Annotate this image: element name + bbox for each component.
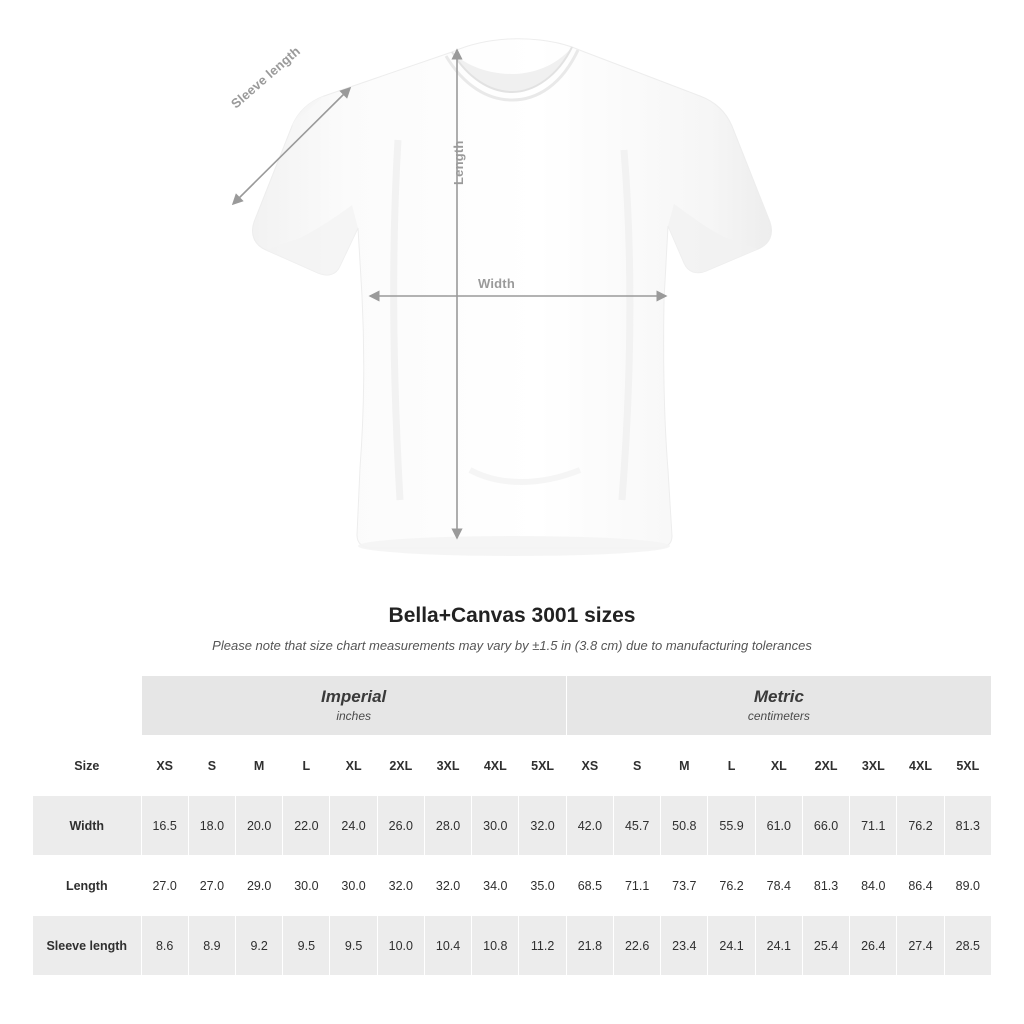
measurement-cell: 20.0 xyxy=(236,796,283,856)
size-header-cell: L xyxy=(708,736,755,796)
unit-group-name: Imperial xyxy=(321,687,387,707)
measurement-cell: 73.7 xyxy=(661,856,708,916)
size-header-cell: 2XL xyxy=(377,736,424,796)
measurement-cell: 22.0 xyxy=(283,796,330,856)
size-chart-table xyxy=(32,675,992,976)
measurement-cell: 9.2 xyxy=(236,916,283,976)
measurement-cell: 8.6 xyxy=(141,916,188,976)
measurement-cell: 50.8 xyxy=(661,796,708,856)
unit-group-header-imperial xyxy=(141,676,566,736)
measurement-cell: 29.0 xyxy=(236,856,283,916)
size-header-cell: L xyxy=(283,736,330,796)
size-header-cell: 4XL xyxy=(472,736,519,796)
measurement-cell: 10.8 xyxy=(472,916,519,976)
measurement-cell: 45.7 xyxy=(614,796,661,856)
width-annotation: Width xyxy=(478,276,515,291)
row-label: Length xyxy=(33,856,142,916)
measurement-cell: 26.0 xyxy=(377,796,424,856)
measurement-cell: 89.0 xyxy=(944,856,991,916)
measurement-cell: 68.5 xyxy=(566,856,613,916)
measurement-cell: 86.4 xyxy=(897,856,944,916)
sleeve-length-annotation: Sleeve length xyxy=(228,43,304,112)
unit-group-name: Metric xyxy=(753,687,804,707)
size-header-cell: 2XL xyxy=(802,736,849,796)
measurement-cell: 21.8 xyxy=(566,916,613,976)
measurement-cell: 27.0 xyxy=(188,856,235,916)
table-row xyxy=(33,856,992,916)
measurement-cell: 34.0 xyxy=(472,856,519,916)
size-header-cell: XS xyxy=(141,736,188,796)
size-header-cell: M xyxy=(236,736,283,796)
table-row xyxy=(33,916,992,976)
tolerance-note: Please note that size chart measurements may vary by ±1.5 in (3.8 cm) due to manufacturing tolerances xyxy=(212,638,812,653)
unit-group-unit: centimeters xyxy=(747,708,810,723)
size-header-cell: 5XL xyxy=(944,736,991,796)
measurement-cell: 32.0 xyxy=(377,856,424,916)
measurement-cell: 42.0 xyxy=(566,796,613,856)
measurement-cell: 9.5 xyxy=(330,916,377,976)
measurement-cell: 18.0 xyxy=(188,796,235,856)
row-label: Sleeve length xyxy=(33,916,142,976)
measurement-cell: 61.0 xyxy=(755,796,802,856)
measurement-cell: 11.2 xyxy=(519,916,566,976)
measurement-cell: 24.0 xyxy=(330,796,377,856)
size-header-cell: S xyxy=(188,736,235,796)
measurement-cell: 27.0 xyxy=(141,856,188,916)
measurement-cell: 10.4 xyxy=(424,916,471,976)
measurement-cell: 35.0 xyxy=(519,856,566,916)
measurement-cell: 84.0 xyxy=(850,856,897,916)
measurement-cell: 76.2 xyxy=(708,856,755,916)
size-header-cell: S xyxy=(614,736,661,796)
measurement-cell: 22.6 xyxy=(614,916,661,976)
measurement-cell: 24.1 xyxy=(708,916,755,976)
measurement-cell: 30.0 xyxy=(472,796,519,856)
row-label: Width xyxy=(33,796,142,856)
size-header-cell: 3XL xyxy=(424,736,471,796)
measurement-cell: 81.3 xyxy=(802,856,849,916)
page-title: Bella+Canvas 3001 sizes xyxy=(388,604,636,627)
unit-group-unit: inches xyxy=(336,708,371,723)
measurement-cell: 28.0 xyxy=(424,796,471,856)
size-header-cell: XL xyxy=(755,736,802,796)
measurement-cell: 71.1 xyxy=(850,796,897,856)
measurement-cell: 32.0 xyxy=(424,856,471,916)
table-row xyxy=(33,796,992,856)
measurement-cell: 24.1 xyxy=(755,916,802,976)
measurement-cell: 32.0 xyxy=(519,796,566,856)
shirt-shape xyxy=(253,39,772,556)
size-header-row xyxy=(33,736,992,796)
size-chart-table-wrapper xyxy=(32,675,992,976)
measurement-cell: 71.1 xyxy=(614,856,661,916)
measurement-cell: 27.4 xyxy=(897,916,944,976)
measurement-cell: 9.5 xyxy=(283,916,330,976)
measurement-cell: 28.5 xyxy=(944,916,991,976)
measurement-cell: 30.0 xyxy=(283,856,330,916)
size-header-cell: XL xyxy=(330,736,377,796)
measurement-cell: 26.4 xyxy=(850,916,897,976)
size-header-cell: XS xyxy=(566,736,613,796)
measurement-cell: 76.2 xyxy=(897,796,944,856)
measurement-cell: 16.5 xyxy=(141,796,188,856)
measurement-cell: 55.9 xyxy=(708,796,755,856)
size-header-cell: 4XL xyxy=(897,736,944,796)
measurement-cell: 78.4 xyxy=(755,856,802,916)
measurement-cell: 25.4 xyxy=(802,916,849,976)
size-header-cell: 3XL xyxy=(850,736,897,796)
table-corner-cell xyxy=(33,676,142,736)
measurement-cell: 10.0 xyxy=(377,916,424,976)
length-annotation: Length xyxy=(451,140,466,185)
size-column-header: Size xyxy=(33,736,142,796)
measurement-cell: 81.3 xyxy=(944,796,991,856)
title-block xyxy=(0,604,1024,653)
unit-header-row xyxy=(33,676,992,736)
size-header-cell: M xyxy=(661,736,708,796)
measurement-cell: 8.9 xyxy=(188,916,235,976)
measurement-cell: 23.4 xyxy=(661,916,708,976)
unit-group-header-metric xyxy=(566,676,991,736)
measurement-cell: 30.0 xyxy=(330,856,377,916)
size-header-cell: 5XL xyxy=(519,736,566,796)
measurement-cell: 66.0 xyxy=(802,796,849,856)
